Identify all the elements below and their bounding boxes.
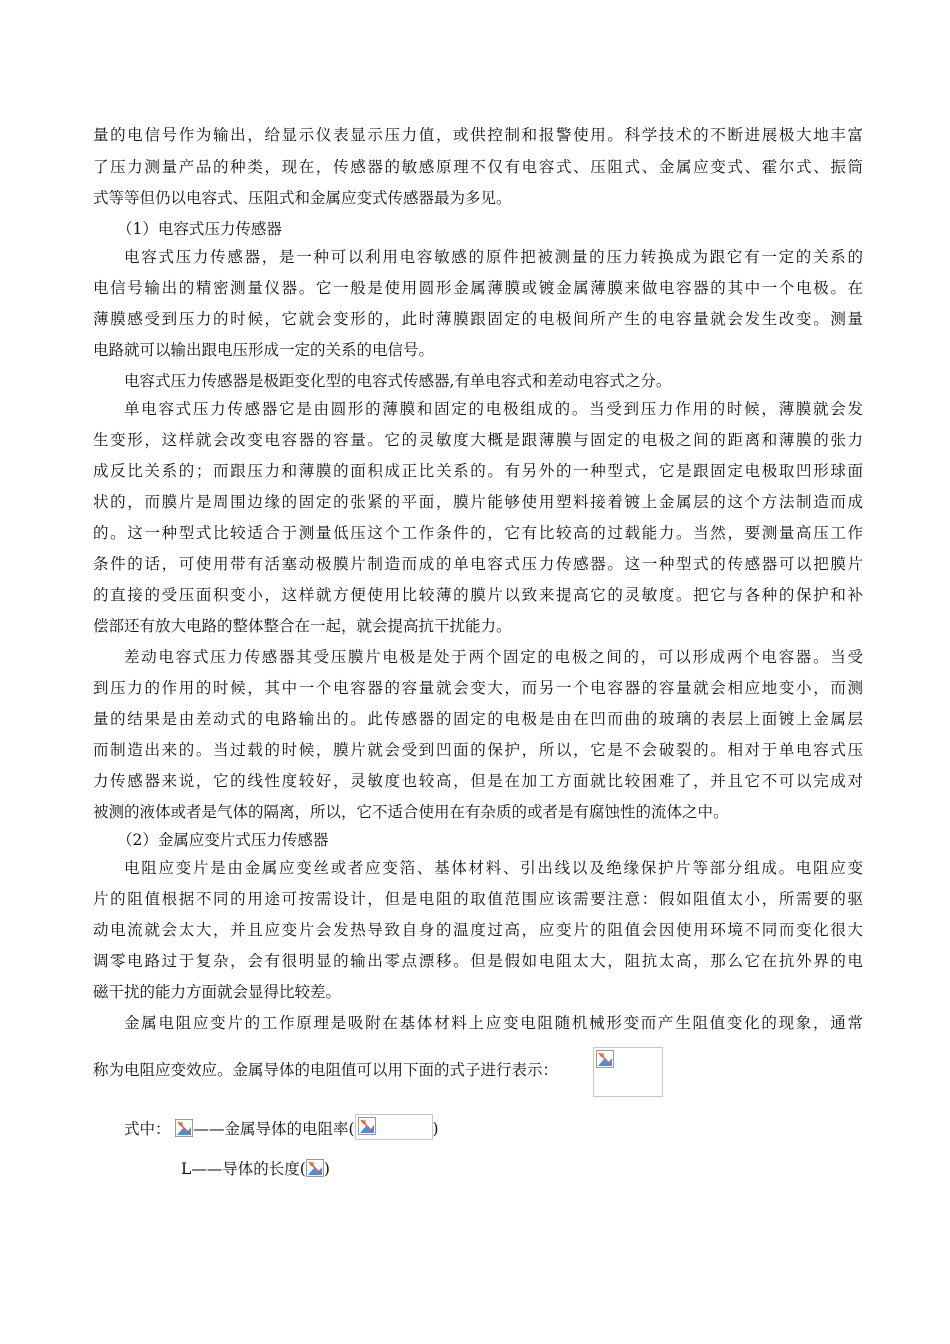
rho-symbol-image-icon: [175, 1119, 193, 1137]
text-line: 磁干扰的能力方面就会显得比较差。: [93, 983, 342, 1001]
length-close-paren: ): [323, 1160, 330, 1178]
length-description: ——导体的长度(: [191, 1160, 306, 1178]
text-line: 而制造出来的。当过载的时候，膜片就会受到凹面的保护，所以，它是不会破裂的。相对于单电容式压: [93, 741, 863, 759]
formula-image: [593, 1047, 663, 1097]
length-symbol: L: [181, 1160, 192, 1178]
text-line: 式等等但仍以电容式、压阻式和金属应变式传感器最为多见。: [93, 189, 512, 207]
formula-length-line: [181, 1158, 330, 1180]
text-line: 动电流就会太大，并且应变片会发热导致自身的温度过高，应变片的阻值会因使用环境不同而变化很大: [93, 921, 863, 939]
text-line: 电容式压力传感器，是一种可以利用电容敏感的原件把被测量的压力转换成为跟它有一定的关系的: [124, 248, 863, 266]
where-label: 式中：: [124, 1120, 171, 1138]
text-line: 量的电信号作为输出，给显示仪表显示压力值，或供控制和报警使用。科学技术的不断进展极大地丰富: [93, 126, 863, 144]
text-line: 成反比关系的；而跟压力和薄膜的面积成正比关系的。有另外的一种型式，它是跟固定电极取凹形球面: [93, 462, 863, 480]
text-line: 片的阻值根据不同的用途可按需设计，但是电阻的取值范围应该需要注意：假如阻值太小，所需要的驱: [93, 890, 863, 908]
rho-unit-image: [355, 1114, 433, 1140]
text-line: 的。这一种型式比较适合于测量低压这个工作条件的，它有比较高的过载能力。当然，要测量高压工作: [93, 524, 863, 542]
text-line: 的直接的受压面积变小，这样就方便使用比较薄的膜片以致来提高它的灵敏度。把它与各种的保护和补: [93, 586, 863, 604]
text-line: 电容式压力传感器是极距变化型的电容式传感器,有单电容式和差动电容式之分。: [124, 372, 672, 390]
text-line: 薄膜感受到压力的时候，它就会变形的，此时薄膜跟固定的电极间所产生的电容量就会发生改变。测量: [93, 310, 863, 328]
rho-description: ——金属导体的电阻率(: [193, 1120, 355, 1138]
text-line: 量的结果是由差动式的电路输出的。此传感器的固定的电极是由在凹而曲的玻璃的表层上面镀上金属层: [93, 710, 863, 728]
broken-image-icon: [358, 1117, 376, 1135]
text-line: 力传感器来说，它的线性度较好，灵敏度也较高，但是在加工方面就比较困难了，并且它不可以完成对: [93, 772, 863, 790]
text-line: 了压力测量产品的种类，现在，传感器的敏感原理不仅有电容式、压阻式、金属应变式、霍尔式、振筒: [93, 158, 863, 176]
section-heading-capacitive: （1）电容式压力传感器: [117, 220, 282, 238]
text-line: 金属电阻应变片的工作原理是吸附在基体材料上应变电阻随机械形变而产生阻值变化的现象，通常: [124, 1014, 863, 1032]
text-line: 到压力的作用的时候，其中一个电容器的容量就会变大，而另一个电容器的容量就会相应地变小，而测: [93, 679, 863, 697]
rho-close-paren: ): [432, 1120, 439, 1138]
text-line: 电阻应变片是由金属应变丝或者应变箔、基体材料、引出线以及绝缘保护片等部分组成。电阻应变: [124, 859, 863, 877]
text-line: 偿部还有放大电路的整体整合在一起，就会提高抗干扰能力。: [93, 617, 512, 635]
length-unit-image-icon: [306, 1159, 324, 1177]
text-line: 调零电路过于复杂，会有很明显的输出零点漂移。但是假如电阻太大，阻抗太高，那么它在抗外界的电: [93, 952, 863, 970]
text-line: 生变形，这样就会改变电容器的容量。它的灵敏度大概是跟薄膜与固定的电极之间的距离和薄膜的张力: [93, 431, 863, 449]
text-line: 称为电阻应变效应。金属导体的电阻值可以用下面的式子进行表示：: [93, 1061, 559, 1079]
text-line: 单电容式压力传感器它是由圆形的薄膜和固定的电极组成的。当受到压力作用的时候，薄膜就会发: [124, 400, 863, 418]
text-line: 条件的话，可使用带有活塞动极膜片制造而成的单电容式压力传感器。这一种型式的传感器可以把膜片: [93, 555, 863, 573]
text-line: 被测的液体或者是气体的隔离，所以，它不适合使用在有杂质的或者是有腐蚀性的流体之中。: [93, 803, 729, 821]
formula-where-line: [124, 1114, 439, 1140]
text-line: 电信号输出的精密测量仪器。它一般是使用圆形金属薄膜或镀金属薄膜来做电容器的其中一个电极。在: [93, 279, 863, 297]
text-line: 电路就可以输出跟电压形成一定的关系的电信号。: [93, 341, 435, 359]
text-line: 差动电容式压力传感器其受压膜片电极是处于两个固定的电极之间的，可以形成两个电容器。当受: [124, 648, 863, 666]
broken-image-icon: [596, 1050, 614, 1068]
section-heading-strain-gauge: （2）金属应变片式压力传感器: [117, 831, 329, 849]
text-line: 状的，而膜片是周围边缘的固定的张紧的平面，膜片能够使用塑料接着镀上金属层的这个方法制造而成: [93, 493, 863, 511]
